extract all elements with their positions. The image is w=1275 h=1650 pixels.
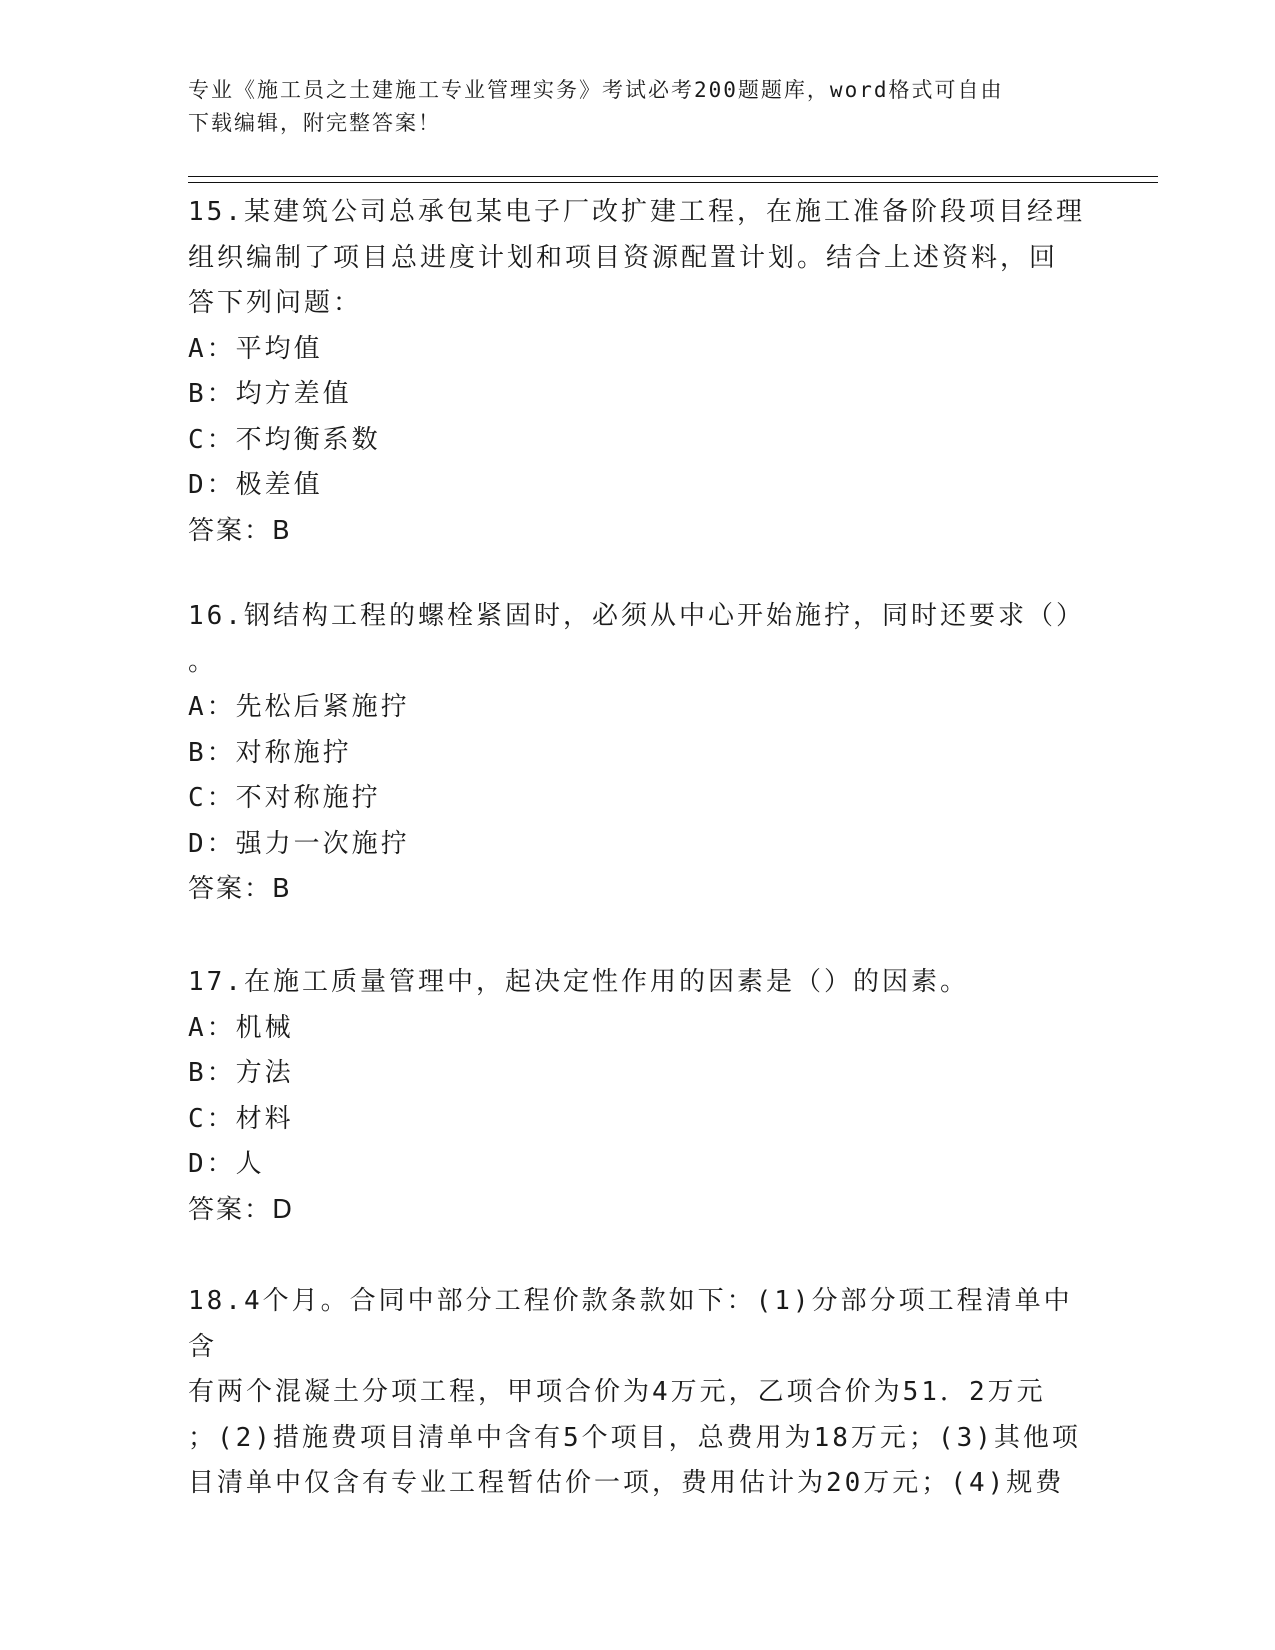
question-stem-line: 组织编制了项目总进度计划和项目资源配置计划。结合上述资料，回	[188, 242, 1059, 273]
option-d: D：极差值	[188, 470, 323, 500]
option-d: D：强力一次施拧	[188, 828, 410, 859]
option-a: A：机械	[188, 1012, 294, 1043]
question-16	[188, 594, 1088, 913]
option-c: C：不对称施拧	[188, 783, 381, 813]
option-d: D：人	[188, 1149, 265, 1179]
question-stem-line: 18.4个月。合同中部分工程价款条款如下：(1)分部分项工程清单中含	[188, 1286, 1073, 1362]
option-b: B：方法	[188, 1058, 294, 1088]
option-a: A：平均值	[188, 333, 323, 364]
question-stem-line: 目清单中仅含有专业工程暂估价一项，费用估计为20万元；(4)规费	[188, 1468, 1065, 1498]
header-divider	[188, 176, 1158, 183]
answer: 答案：D	[188, 1194, 295, 1225]
question-stem-line: 15.某建筑公司总承包某电子厂改扩建工程，在施工准备阶段项目经理	[188, 197, 1085, 227]
question-stem-line: 有两个混凝土分项工程，甲项合价为4万元，乙项合价为51．2万元	[188, 1377, 1046, 1407]
question-15	[188, 190, 1088, 554]
option-b: B：均方差值	[188, 379, 352, 409]
answer: 答案：B	[188, 515, 292, 546]
question-stem-line: 。	[188, 646, 218, 677]
header-line-1: 专业《施工员之土建施工专业管理实务》考试必考200题题库，word格式可自由	[188, 78, 1004, 102]
option-b: B：对称施拧	[188, 737, 352, 768]
answer: 答案：B	[188, 874, 292, 904]
question-stem-line: 17.在施工质量管理中，起决定性作用的因素是（）的因素。	[188, 967, 969, 997]
question-stem-line: ；(2)措施费项目清单中含有5个项目，总费用为18万元；(3)其他项	[188, 1422, 1081, 1453]
question-stem-line: 答下列问题：	[188, 288, 363, 318]
question-18	[188, 1279, 1088, 1507]
option-c: C：材料	[188, 1103, 294, 1134]
question-17	[188, 960, 1088, 1233]
header-line-2: 下载编辑，附完整答案！	[188, 111, 441, 135]
document-header	[188, 74, 1088, 140]
option-a: A：先松后紧施拧	[188, 692, 410, 722]
option-c: C：不均衡系数	[188, 424, 381, 455]
question-stem-line: 16.钢结构工程的螺栓紧固时，必须从中心开始施拧，同时还要求（）	[188, 601, 1085, 631]
